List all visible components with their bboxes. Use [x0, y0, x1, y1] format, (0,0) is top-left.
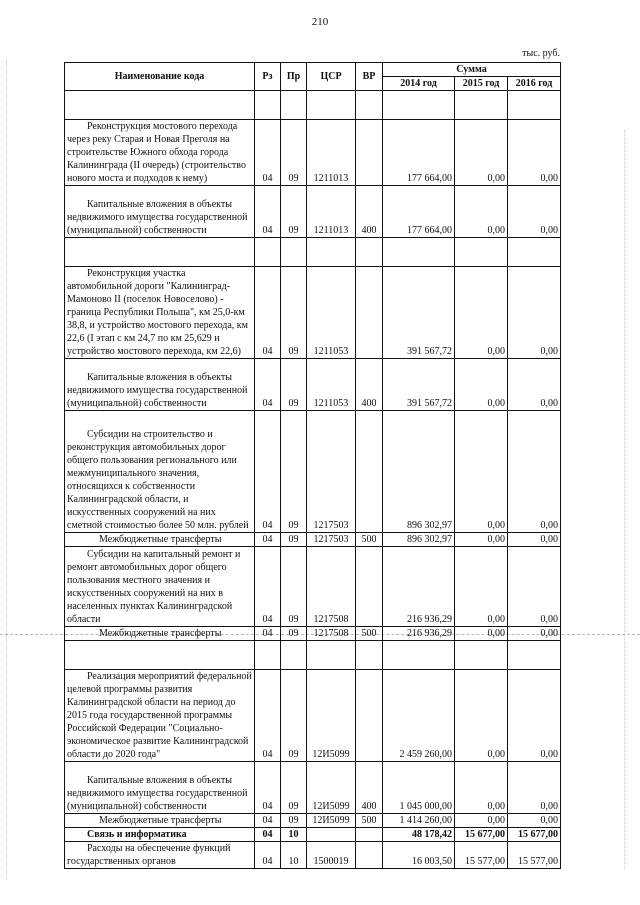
table-row [65, 186, 561, 238]
row-2014: 216 936,29 [383, 547, 455, 627]
scan-edge-right [624, 130, 625, 870]
row-2015: 15 577,00 [455, 842, 508, 869]
row-2015: 0,00 [455, 267, 508, 359]
header-vr: ВР [356, 63, 383, 91]
row-2016: 0,00 [508, 670, 561, 762]
row-rz: 04 [255, 359, 281, 411]
row-2014: 48 178,42 [383, 828, 455, 842]
row-pr: 09 [281, 120, 307, 186]
row-pr: 09 [281, 762, 307, 814]
header-rz: Рз [255, 63, 281, 91]
row-2015: 0,00 [455, 359, 508, 411]
row-rz: 04 [255, 547, 281, 627]
row-2016: 0,00 [508, 120, 561, 186]
table-row [65, 547, 561, 627]
row-2015: 0,00 [455, 411, 508, 533]
table-row [65, 533, 561, 547]
row-csr: 1217508 [307, 547, 356, 627]
row-2014: 896 302,97 [383, 411, 455, 533]
row-csr: 1211013 [307, 186, 356, 238]
row-csr: 12И5099 [307, 814, 356, 828]
row-vr [356, 670, 383, 762]
row-name: Межбюджетные трансферты [65, 533, 255, 547]
row-2016: 0,00 [508, 762, 561, 814]
row-2015: 0,00 [455, 547, 508, 627]
row-pr: 09 [281, 814, 307, 828]
row-2016: 0,00 [508, 267, 561, 359]
row-name: Связь и информатика [87, 829, 187, 840]
header-pr: Пр [281, 63, 307, 91]
header-2014: 2014 год [383, 77, 455, 91]
row-2016: 0,00 [508, 411, 561, 533]
row-rz: 04 [255, 842, 281, 869]
row-2014: 177 664,00 [383, 120, 455, 186]
row-rz: 04 [255, 828, 281, 842]
row-csr: 1217508 [307, 627, 356, 641]
row-name: Расходы на обеспечение функций государственных органов [67, 843, 231, 867]
table-row [65, 267, 561, 359]
table-row [65, 842, 561, 869]
header-row-1 [65, 63, 561, 77]
row-rz: 04 [255, 627, 281, 641]
row-rz: 04 [255, 411, 281, 533]
table-body [65, 91, 561, 869]
row-name: Субсидии на строительство и реконструкция автомобильных дорог общего пользования регионального или межмуниципального значения, относящихся к собственности Калининградской области, и искусственных сооружений на них сметной стоимостью более 50 млн. рублей [67, 429, 249, 531]
row-2015: 0,00 [455, 627, 508, 641]
budget-table [64, 62, 561, 869]
row-pr: 10 [281, 842, 307, 869]
table-row [65, 627, 561, 641]
row-vr: 400 [356, 762, 383, 814]
row-pr: 09 [281, 670, 307, 762]
row-name: Капитальные вложения в объекты недвижимого имущества государственной (муниципальной) собственности [67, 372, 248, 409]
row-2015: 0,00 [455, 762, 508, 814]
row-pr: 09 [281, 533, 307, 547]
row-name: Межбюджетные трансферты [65, 814, 255, 828]
row-2016: 0,00 [508, 627, 561, 641]
spacer-row [65, 641, 561, 670]
table-row [65, 120, 561, 186]
row-2015: 0,00 [455, 120, 508, 186]
row-vr [356, 547, 383, 627]
row-csr: 1217503 [307, 411, 356, 533]
row-vr [356, 842, 383, 869]
row-name: Реконструкция мостового перехода через реку Старая и Новая Преголя на строительстве Южного обхода города Калининграда (II очередь) (строительство нового моста и подходов к нему) [67, 121, 246, 184]
table-row-section [65, 828, 561, 842]
header-2015: 2015 год [455, 77, 508, 91]
row-csr: 1211053 [307, 267, 356, 359]
row-2016: 0,00 [508, 547, 561, 627]
row-2014: 1 414 260,00 [383, 814, 455, 828]
row-2016: 15 577,00 [508, 842, 561, 869]
header-sum: Сумма [383, 63, 561, 77]
row-rz: 04 [255, 120, 281, 186]
page-number: 210 [311, 16, 329, 28]
scan-edge-left [6, 60, 7, 880]
row-vr: 500 [356, 533, 383, 547]
row-rz: 04 [255, 186, 281, 238]
row-2015: 15 677,00 [455, 828, 508, 842]
row-2015: 0,00 [455, 814, 508, 828]
row-rz: 04 [255, 533, 281, 547]
row-vr [356, 828, 383, 842]
spacer-row [65, 91, 561, 120]
row-name: Реализация мероприятий федеральной целевой программы развития Калининградской области на период до 2015 года государственной программы Российской Федерации "Социально-экономическое развитие Калининградской области до 2020 года" [67, 671, 252, 760]
header-csr: ЦСР [307, 63, 356, 91]
row-name: Межбюджетные трансферты [65, 627, 255, 641]
table-row [65, 670, 561, 762]
row-pr: 09 [281, 359, 307, 411]
row-csr: 1211053 [307, 359, 356, 411]
row-vr: 500 [356, 814, 383, 828]
row-2016: 0,00 [508, 533, 561, 547]
row-pr: 09 [281, 627, 307, 641]
row-2016: 0,00 [508, 359, 561, 411]
row-csr: 1211013 [307, 120, 356, 186]
table-row [65, 762, 561, 814]
row-2015: 0,00 [455, 186, 508, 238]
row-name: Капитальные вложения в объекты недвижимого имущества государственной (муниципальной) собственности [67, 199, 248, 236]
row-csr: 12И5099 [307, 762, 356, 814]
header-name: Наименование кода [65, 63, 255, 91]
row-csr: 12И5099 [307, 670, 356, 762]
table-row [65, 814, 561, 828]
row-vr [356, 411, 383, 533]
row-2015: 0,00 [455, 670, 508, 762]
row-2014: 177 664,00 [383, 186, 455, 238]
row-2014: 1 045 000,00 [383, 762, 455, 814]
row-pr: 10 [281, 828, 307, 842]
row-name: Реконструкция участка автомобильной дороги "Калининград-Мамоново II (поселок Новоселово) - граница Республики Польша", км 25,0-км 38,8, и устройство мостового перехода, км 22,6 (I этап с км 24,7 по км 25,629 и устройство мостового перехода, км 22,6) [67, 268, 248, 357]
row-2014: 391 567,72 [383, 359, 455, 411]
row-2014: 2 459 260,00 [383, 670, 455, 762]
row-vr: 400 [356, 186, 383, 238]
row-vr: 400 [356, 359, 383, 411]
row-name: Капитальные вложения в объекты недвижимого имущества государственной (муниципальной) собственности [67, 775, 248, 812]
row-pr: 09 [281, 411, 307, 533]
row-csr [307, 828, 356, 842]
row-2014: 896 302,97 [383, 533, 455, 547]
row-rz: 04 [255, 670, 281, 762]
table-row [65, 411, 561, 533]
row-2016: 0,00 [508, 186, 561, 238]
row-2014: 391 567,72 [383, 267, 455, 359]
row-rz: 04 [255, 814, 281, 828]
row-2015: 0,00 [455, 533, 508, 547]
row-pr: 09 [281, 267, 307, 359]
row-vr [356, 120, 383, 186]
table-row [65, 359, 561, 411]
row-csr: 1217503 [307, 533, 356, 547]
row-2016: 15 677,00 [508, 828, 561, 842]
row-vr [356, 267, 383, 359]
row-csr: 1500019 [307, 842, 356, 869]
row-name: Субсидии на капитальный ремонт и ремонт автомобильных дорог общего пользования местного значения и искусственных сооружений на них в населенных пунктах Калининградской области [67, 549, 241, 625]
row-rz: 04 [255, 762, 281, 814]
row-rz: 04 [255, 267, 281, 359]
row-vr: 500 [356, 627, 383, 641]
row-2014: 216 936,29 [383, 627, 455, 641]
row-2016: 0,00 [508, 814, 561, 828]
unit-label: тыс. руб. [522, 48, 560, 59]
spacer-row [65, 238, 561, 267]
header-2016: 2016 год [508, 77, 561, 91]
row-pr: 09 [281, 186, 307, 238]
row-pr: 09 [281, 547, 307, 627]
row-2014: 16 003,50 [383, 842, 455, 869]
